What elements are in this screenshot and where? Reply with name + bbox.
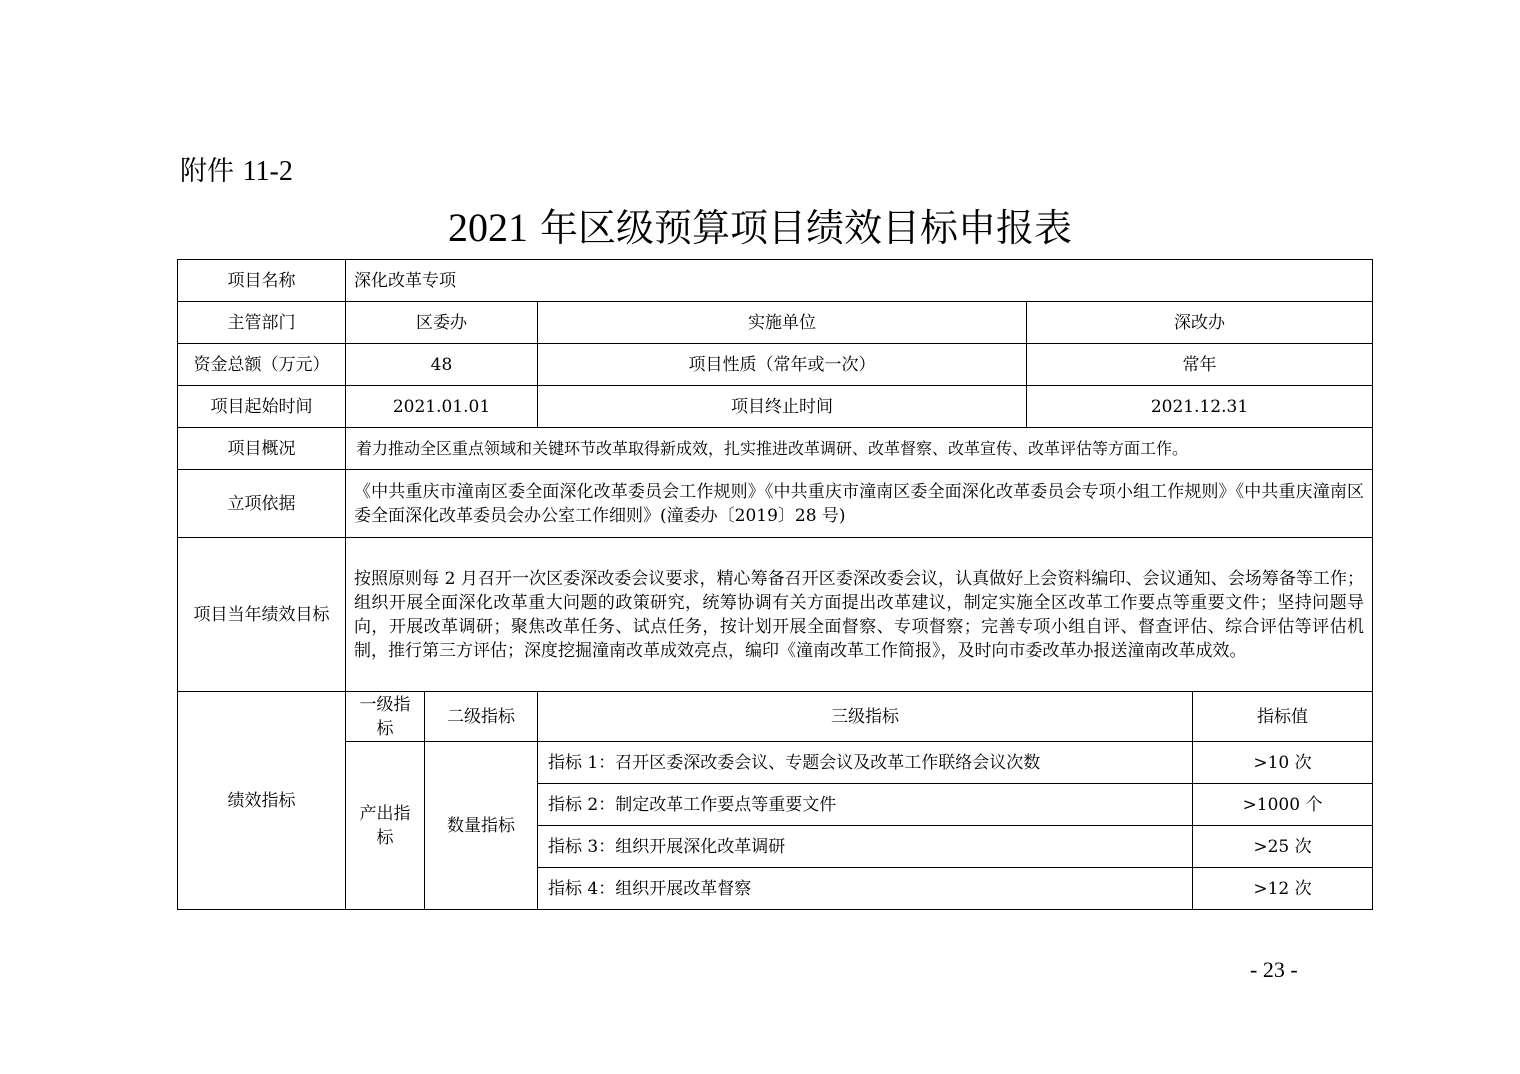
title-year: 2021	[447, 205, 528, 250]
indicator-name: 指标 4：组织开展改革督察	[538, 868, 1193, 910]
fund-value: 48	[346, 344, 538, 386]
row-project-name	[178, 260, 1373, 302]
fund-label: 资金总额（万元）	[178, 344, 346, 386]
project-name-label: 项目名称	[178, 260, 346, 302]
attachment-label	[180, 152, 293, 192]
level2-quantity: 数量指标	[425, 742, 538, 910]
start-value: 2021.01.01	[346, 386, 538, 428]
title-text: 年区级预算项目绩效目标申报表	[540, 206, 1073, 250]
indicator-name: 指标 3：组织开展深化改革调研	[538, 826, 1193, 868]
level1-output: 产出指标	[346, 742, 425, 910]
indicator-name: 指标 1：召开区委深改委会议、专题会议及改革工作联络会议次数	[538, 742, 1193, 784]
overview-label: 项目概况	[178, 428, 346, 470]
impl-unit-label: 实施单位	[538, 302, 1027, 344]
attachment-number: 11-2	[242, 156, 293, 187]
attachment-word: 附件	[180, 156, 234, 187]
col-level3: 三级指标	[538, 692, 1193, 742]
row-basis	[178, 470, 1373, 538]
performance-form-table	[177, 259, 1373, 910]
nature-label: 项目性质（常年或一次）	[538, 344, 1027, 386]
basis-value: 《中共重庆市潼南区委全面深化改革委员会工作规则》《中共重庆市潼南区委全面深化改革委员会专项小组工作规则》《中共重庆潼南区委全面深化改革委员会办公室工作细则》(潼委办〔2019〕28 号)	[346, 470, 1373, 538]
dept-label: 主管部门	[178, 302, 346, 344]
perf-label: 绩效指标	[178, 692, 346, 910]
row-goal	[178, 538, 1373, 692]
indicator-value: >1000 个	[1193, 784, 1373, 826]
table-row	[178, 742, 1373, 784]
indicator-value: >10 次	[1193, 742, 1373, 784]
project-name-value: 深化改革专项	[346, 260, 1373, 302]
row-overview	[178, 428, 1373, 470]
indicator-value: >25 次	[1193, 826, 1373, 868]
row-dept	[178, 302, 1373, 344]
end-value: 2021.12.31	[1027, 386, 1373, 428]
basis-label: 立项依据	[178, 470, 346, 538]
goal-value: 按照原则每 2 月召开一次区委深改委会议要求，精心筹备召开区委深改委会议，认真做好上会资料编印、会议通知、会场筹备等工作；组织开展全面深化改革重大问题的政策研究，统筹协调有关方面提出改革建议，制定实施全区改革工作要点等重要文件；坚持问题导向，开展改革调研；聚焦改革任务、试点任务，按计划开展全面督察、专项督察；完善专项小组自评、督查评估、综合评估等评估机制，推行第三方评估；深度挖掘潼南改革成效亮点，编印《潼南改革工作简报》，及时向市委改革办报送潼南改革成效。	[346, 538, 1373, 692]
dept-value: 区委办	[346, 302, 538, 344]
nature-value: 常年	[1027, 344, 1373, 386]
indicator-name: 指标 2：制定改革工作要点等重要文件	[538, 784, 1193, 826]
indicator-value: >12 次	[1193, 868, 1373, 910]
overview-value: 着力推动全区重点领域和关键环节改革取得新成效，扎实推进改革调研、改革督察、改革宣传、改革评估等方面工作。	[346, 428, 1373, 470]
start-label: 项目起始时间	[178, 386, 346, 428]
end-label: 项目终止时间	[538, 386, 1027, 428]
row-fund	[178, 344, 1373, 386]
col-level2: 二级指标	[425, 692, 538, 742]
row-indicator-header	[178, 692, 1373, 742]
col-value: 指标值	[1193, 692, 1373, 742]
page-number: - 23 -	[1250, 957, 1298, 982]
goal-label: 项目当年绩效目标	[178, 538, 346, 692]
row-dates	[178, 386, 1373, 428]
page-title	[0, 200, 1520, 256]
col-level1: 一级指标	[346, 692, 425, 742]
impl-unit-value: 深改办	[1027, 302, 1373, 344]
